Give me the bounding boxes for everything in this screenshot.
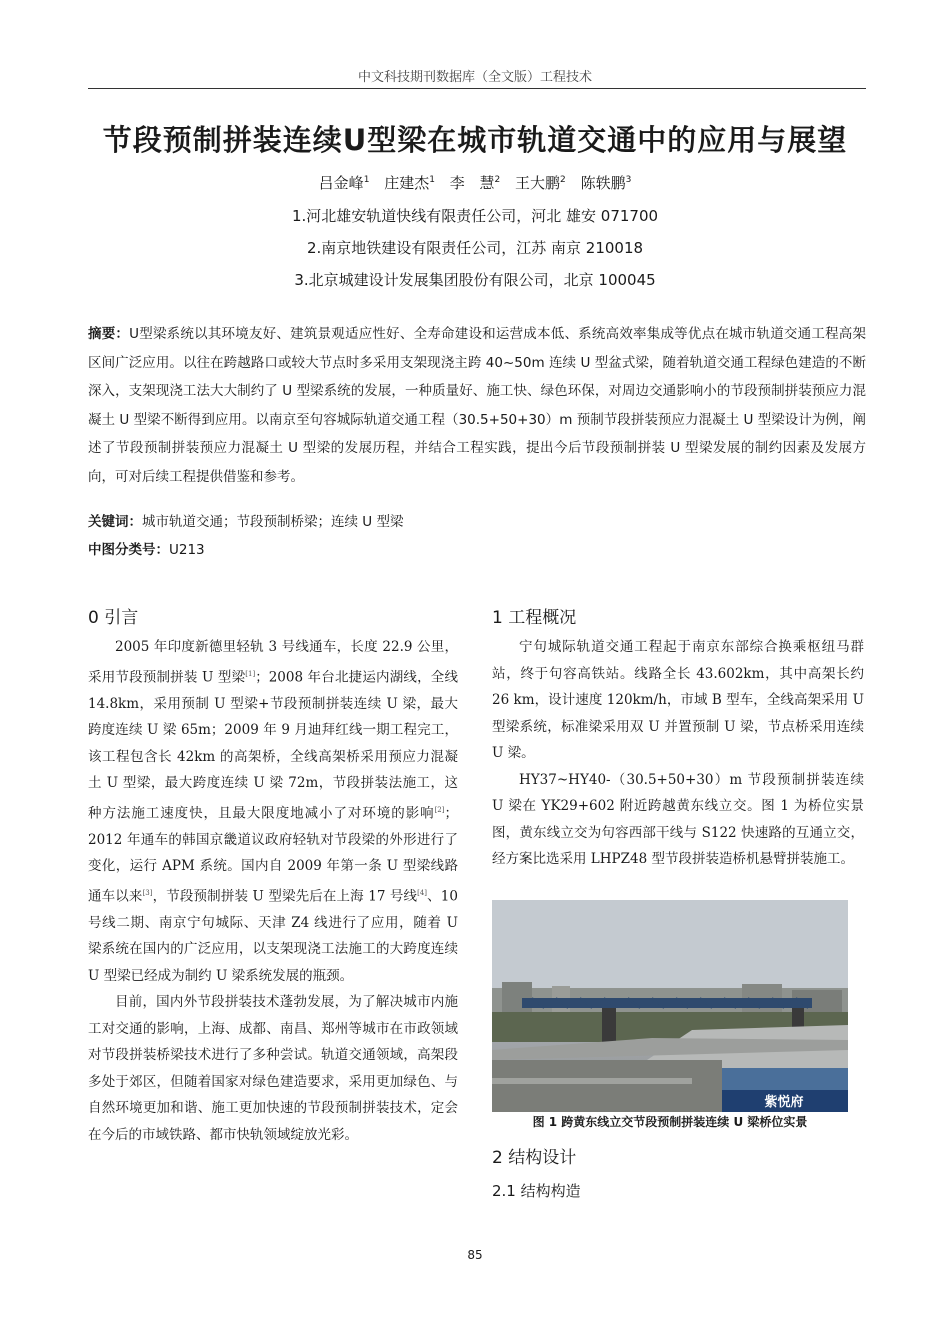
abstract-text: U型梁系统以其环境友好、建筑景观适应性好、全寿命建设和运营成本低、系统高效率集成等优点在城市轨道交通工程高架区间广泛应用。以往在跨越路口或较大节点时多采用支架现浇主跨 40~50m 连续 U 型盆式梁，随着轨道交通工程绿色建造的不断深入，支架现浇工法大大制约了 U 型梁系统的发展，一种质量好、施工快、绿色环保，对周边交通影响小的节段预制拼装预应力混凝土 U 型梁不断得到应用。以南京至句容城际轨道交通工程（30.5+50+30）m 预制节段拼装预应力混凝土 U 型梁设计为例，阐述了节段预制拼装预应力混凝土 U 型梁的发展历程，并结合工程实践，提出今后节段预制拼装 U 型梁发展的制约因素及发展方向，可对后续工程提供借鉴和参考。 [88, 326, 866, 485]
keywords-label: 关键词： [88, 514, 142, 530]
right-column-body [492, 634, 864, 873]
affiliation: 1.河北雄安轨道快线有限责任公司，河北 雄安 071700 [291, 207, 659, 225]
keywords [88, 510, 403, 530]
section-heading-structure: 2 结构设计 [492, 1148, 577, 1168]
figure-caption: 图 1 跨黄东线立交节段预制拼装连续 U 梁桥位实景 [532, 1115, 808, 1129]
citation: [3] [142, 888, 153, 897]
page-number: 85 [467, 1248, 483, 1262]
section-heading-intro: 0 引言 [88, 608, 139, 628]
abstract [88, 320, 866, 491]
author: 陈轶鹏$^3$ [580, 174, 632, 192]
paragraph: HY37~HY40-（30.5+50+30）m 节段预制拼装连续 U 梁在 YK29+602 附近跨越黄东线立交。图 1 为桥位实景图，黄东线立交为句容西部干线与 S122 快速路的互通立交，经方案比选采用 LHPZ48 型节段拼装造桥机悬臂拼装施工。 [492, 771, 864, 867]
subsection-heading-construction: 2.1 结构构造 [492, 1182, 581, 1200]
author: 吕金峰$^1$ [318, 174, 370, 192]
paragraph: 宁句城际轨道交通工程起于南京东部综合换乘枢纽马群站，终于句容高铁站。线路全长 43.602km，其中高架长约 26 km，设计速度 120km/h，市域 B 型车，全线高架采用 U 型梁系统，标准梁采用双 U 并置预制 U 梁，节点桥采用连续 U 梁。 [492, 639, 864, 761]
author: 王大鹏$^2$ [515, 174, 566, 192]
citation: [1] [245, 669, 256, 678]
author-list [0, 172, 950, 193]
journal-header: 中文科技期刊数据库（全文版）工程技术 [357, 70, 592, 85]
clc-label: 中图分类号： [88, 542, 169, 558]
abstract-label: 摘要： [88, 326, 130, 342]
affiliation: 2.南京地铁建设有限责任公司，江苏 南京 210018 [306, 239, 644, 257]
paper-title: 节段预制拼装连续U型梁在城市轨道交通中的应用与展望 [102, 123, 848, 157]
author: 庄建杰$^1$ [384, 174, 435, 192]
banner-text: 紫悦府 [764, 1095, 804, 1110]
classification [88, 538, 205, 558]
figure-photo [492, 900, 848, 1112]
bridge-photo-illustration [492, 900, 848, 1112]
keywords-text: 城市轨道交通；节段预制桥梁；连续 U 型梁 [142, 514, 404, 530]
clc-text: U213 [169, 542, 205, 558]
paragraph: 2005 年印度新德里轻轨 3 号线通车，长度 22.9 公里，采用节段预制拼装 U 型梁[1]；2008 年台北捷运内湖线，全线 14.8km，采用预制 U 型梁+节段预制拼装连续 U 梁，最大跨度连续 U 梁 65m；2009 年 9 月迪拜红线一期工程完工，该工程包含长 42km 的高架桥，全线高架桥采用预应力混凝土 U 型梁，最大跨度连续 U 梁 72m，节段拼装法施工，这种方法施工速度快，且最大限度地减小了对环境的影响[2]；2012 年通车的韩国京畿道议政府轻轨对节段梁的外形进行了变化，运行 APM 系统。国内自 2009 年第一条 U 型梁线路通车以来[3]，节段预制拼装 U 型梁先后在上海 17 号线[4]、10 号线二期、南京宁句城际、天津 Z4 线进行了应用，随着 U 梁系统在国内的广泛应用，以支架现浇工法施工的大跨度连续 U 型梁已经成为制约 U 梁系统发展的瓶颈。 [88, 639, 458, 984]
author: 李 慧$^2$ [449, 174, 501, 192]
citation: [4] [417, 888, 428, 897]
citation: [2] [434, 805, 445, 814]
section-heading-overview: 1 工程概况 [492, 608, 577, 628]
paragraph: 目前，国内外节段拼装技术蓬勃发展，为了解决城市内施工对交通的影响，上海、成都、南昌、郑州等城市在市政领域对节段拼装桥梁技术进行了多种尝试。轨道交通领域，高架段多处于郊区，但随着国家对绿色建造要求，采用更加绿色、与自然环境更加和谐、施工更加快速的节段预制拼装技术，定会在今后的市域铁路、都市快轨领域绽放光彩。 [88, 994, 458, 1143]
affiliation: 3.北京城建设计发展集团股份有限公司，北京 100045 [294, 271, 656, 289]
header-rule [88, 88, 866, 89]
left-column-body [88, 634, 458, 1148]
